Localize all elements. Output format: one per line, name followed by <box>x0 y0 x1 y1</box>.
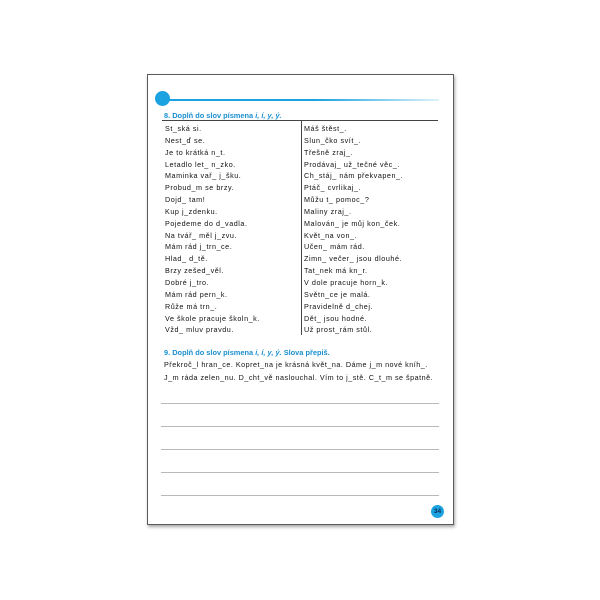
sentence-left: Nest_ď se. <box>165 135 206 145</box>
sentence-left: Dojd_ tam! <box>165 195 206 205</box>
sentence-right: Třešně zraj_. <box>304 147 354 157</box>
sentence-left: Pojedeme do d_vadla. <box>165 218 248 228</box>
exercise-9-letters: i, í, y, ý. <box>255 348 282 357</box>
exercise-9-line-1: Překroč_l hran_ce. Kopret_na je krásná květ_na. Dáme j_m nové kníh_. <box>164 360 428 369</box>
sentence-right: Světn_ce je malá. <box>304 289 371 299</box>
exercise-8-title <box>164 111 282 120</box>
sentence-right: Slun_čko svít_. <box>304 135 361 145</box>
left-column <box>165 123 301 336</box>
sentence-left: Na tvář_ měl j_zvu. <box>165 230 237 240</box>
sentence-left: Je to krátká n_t. <box>165 147 226 157</box>
sentence-left: St_ská si. <box>165 124 202 133</box>
sentence-right: Zimn_ večer_ jsou dlouhé. <box>304 254 403 264</box>
sentence-left: Dobré j_tro. <box>165 277 210 287</box>
sentence-left: Ve škole pracuje školn_k. <box>165 313 260 323</box>
sentence-left: Mám rád pern_k. <box>165 289 228 299</box>
sentence-right: Už prost_rám stůl. <box>304 325 373 335</box>
table-divider <box>301 121 302 335</box>
sentence-left: Brzy zešed_věl. <box>165 266 224 276</box>
writing-line[interactable] <box>161 426 439 427</box>
exercise-9-title <box>164 348 330 357</box>
writing-line[interactable] <box>161 449 439 450</box>
sentence-right: Květ_na von_. <box>304 230 358 240</box>
sentence-left: Růže má trn_. <box>165 301 218 311</box>
exercise-9-line-2: J_m ráda zelen_nu. D_cht_vě naslouchal. Vím to j_stě. C_t_m se špatně. <box>164 373 434 382</box>
workbook-page <box>147 74 454 525</box>
sentence-right: Ptáč_ cvrlikaj_. <box>304 183 362 193</box>
page-number-badge: 34 <box>431 505 444 518</box>
sentence-left: Probud_m se brzy. <box>165 183 235 193</box>
sentence-right: Prodávaj_ už_tečné věc_. <box>304 159 400 169</box>
writing-line[interactable] <box>161 472 439 473</box>
sentence-left: Kup j_zdenku. <box>165 206 218 216</box>
exercise-8-table <box>162 120 438 335</box>
sentence-right: Dět_ jsou hodné. <box>304 313 368 323</box>
sentence-right: Ch_stáj_ nám překvapen_. <box>304 171 404 181</box>
sentence-left: Maminka vař_ j_šku. <box>165 171 242 181</box>
exercise-9-title-tail: Slova přepiš. <box>283 348 330 357</box>
writing-line[interactable] <box>161 495 439 496</box>
sentence-right: Maliny zraj_. <box>304 206 352 216</box>
sentence-left: Mám rád j_trn_ce. <box>165 242 233 252</box>
sentence-left: Hlad_ d_tě. <box>165 254 208 264</box>
sentence-right: Malován_ je můj kon_ček. <box>304 218 401 228</box>
sentence-right: Pravidelně d_chej. <box>304 301 374 311</box>
sentence-right: Máš štěst_. <box>304 124 347 133</box>
sentence-right: Tat_nek má kn_r. <box>304 266 368 276</box>
right-column <box>304 123 434 336</box>
writing-line[interactable] <box>161 403 439 404</box>
sentence-left: Letadlo let_ n_zko. <box>165 159 236 169</box>
sentence-left: Vžd_ mluv pravdu. <box>165 325 234 335</box>
exercise-8-letters: i, í, y, ý. <box>255 111 282 120</box>
exercise-8-title-text: 8. Doplň do slov písmena <box>164 111 254 120</box>
exercise-9-title-text: 9. Doplň do slov písmena <box>164 348 254 357</box>
sentence-right: V dole pracuje horn_k. <box>304 277 389 287</box>
sentence-right: Učen_ mám rád. <box>304 242 365 252</box>
header-rule <box>164 99 439 101</box>
sentence-right: Můžu t_ pomoc_? <box>304 195 370 205</box>
